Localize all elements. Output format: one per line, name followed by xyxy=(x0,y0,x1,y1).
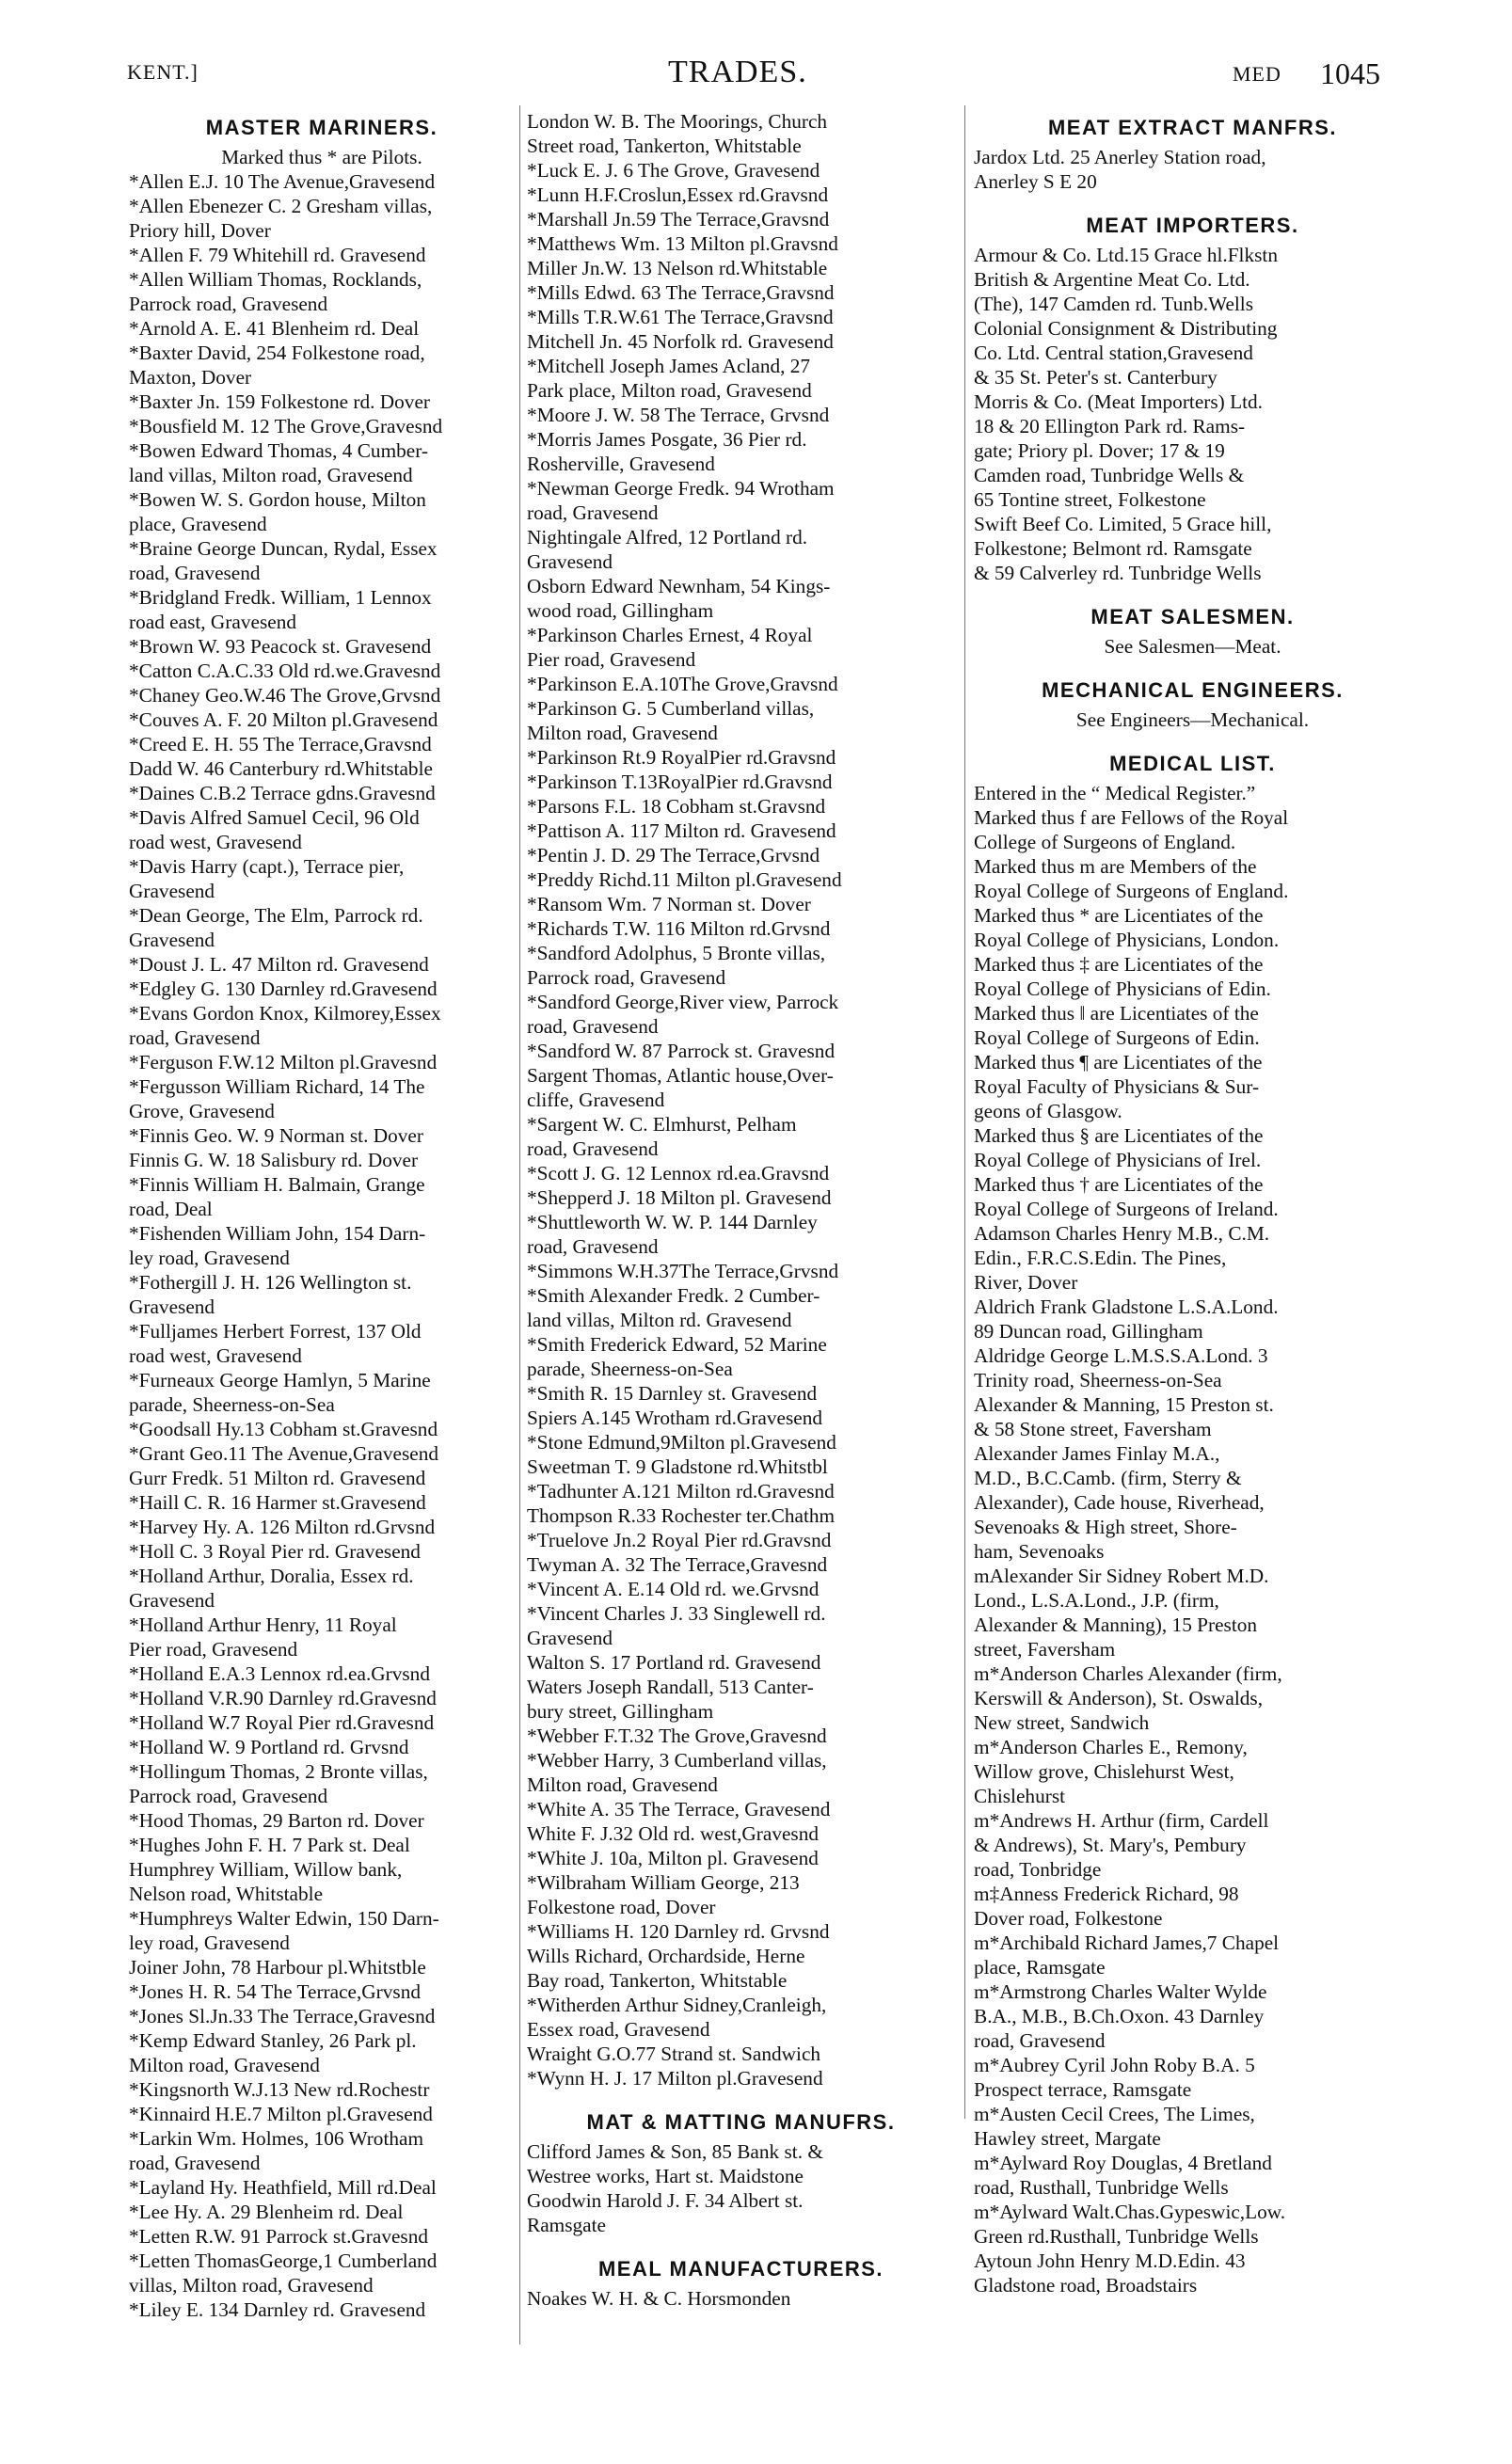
directory-entry: *Grant Geo.11 The Avenue,Gravesend xyxy=(129,1442,439,1465)
directory-entry: Prospect terrace, Ramsgate xyxy=(974,2078,1192,2101)
directory-entry: Walton S. 17 Portland rd. Gravesend xyxy=(527,1651,821,1674)
directory-entry: Royal College of Physicians of Edin. xyxy=(974,978,1271,1000)
directory-entry: Maxton, Dover xyxy=(129,366,252,389)
directory-entry: Royal College of Surgeons of Edin. xyxy=(974,1026,1260,1049)
directory-entry: m*Archibald Richard James,7 Chapel xyxy=(974,1931,1280,1954)
column-divider xyxy=(519,105,520,2345)
section-gap xyxy=(974,585,1411,598)
directory-entry: *Doust J. L. 47 Milton rd. Gravesend xyxy=(129,953,429,976)
section-note: Marked thus * are Pilots. xyxy=(221,146,422,168)
section-note: See Engineers—Mechanical. xyxy=(1075,708,1310,731)
directory-entry: *Vincent Charles J. 33 Singlewell rd. xyxy=(527,1602,826,1625)
directory-entry: Miller Jn.W. 13 Nelson rd.Whitstable xyxy=(527,257,828,279)
section-heading: MEAT SALESMEN. xyxy=(1090,605,1295,628)
directory-entry: *Newman George Fredk. 94 Wrotham xyxy=(527,477,835,500)
directory-entry: New street, Sandwich xyxy=(974,1711,1150,1734)
directory-entry: m*Aylward Walt.Chas.Gypeswic,Low. xyxy=(974,2201,1286,2223)
directory-entry: *White J. 10a, Milton pl. Gravesend xyxy=(527,1847,819,1869)
section-code: MED xyxy=(1233,62,1281,86)
directory-entry: road, Deal xyxy=(129,1198,213,1220)
directory-entry: *Witherden Arthur Sidney,Cranleigh, xyxy=(527,1994,827,2016)
directory-entry: road, Gravesend xyxy=(129,562,261,584)
directory-entry: ley road, Gravesend xyxy=(129,1247,290,1269)
directory-entry: Spiers A.145 Wrotham rd.Gravesend xyxy=(527,1407,823,1429)
directory-entry: Sargent Thomas, Atlantic house,Over- xyxy=(527,1064,834,1087)
directory-entry: m*Andrews H. Arthur (firm, Cardell xyxy=(974,1809,1269,1832)
column-right xyxy=(974,109,1411,2297)
directory-entry: *Hughes John F. H. 7 Park st. Deal xyxy=(129,1834,410,1856)
directory-entry: *Arnold A. E. 41 Blenheim rd. Deal xyxy=(129,317,420,340)
directory-entry: *Davis Alfred Samuel Cecil, 96 Old xyxy=(129,806,420,829)
directory-entry: Osborn Edward Newnham, 54 Kings- xyxy=(527,575,831,597)
directory-entry: ley road, Gravesend xyxy=(129,1931,290,1954)
directory-entry: London W. B. The Moorings, Church xyxy=(527,110,828,133)
directory-entry: *Webber F.T.32 The Grove,Gravesnd xyxy=(527,1725,827,1747)
directory-entry: *Mills T.R.W.61 The Terrace,Gravsnd xyxy=(527,306,834,328)
directory-entry: *Parkinson Rt.9 RoyalPier rd.Gravsnd xyxy=(527,746,836,769)
directory-entry: *Furneaux George Hamlyn, 5 Marine xyxy=(129,1369,431,1391)
directory-entry: road west, Gravesend xyxy=(129,831,302,853)
directory-entry: *Jones Sl.Jn.33 The Terrace,Gravesnd xyxy=(129,2005,436,2027)
directory-entry: *Jones H. R. 54 The Terrace,Grvsnd xyxy=(129,1980,422,2003)
directory-entry: *Edgley G. 130 Darnley rd.Gravesend xyxy=(129,978,438,1000)
directory-entry: *Webber Harry, 3 Cumberland villas, xyxy=(527,1749,827,1772)
directory-entry: Pier road, Gravesend xyxy=(129,1638,298,1661)
directory-entry: Parrock road, Gravesend xyxy=(129,293,328,315)
directory-entry: m*Armstrong Charles Walter Wylde xyxy=(974,1980,1267,2003)
directory-entry: *Daines C.B.2 Terrace gdns.Gravesnd xyxy=(129,782,436,804)
directory-entry: Alexander & Manning), 15 Preston xyxy=(974,1614,1258,1636)
directory-entry: River, Dover xyxy=(974,1271,1078,1294)
directory-entry: *Holland V.R.90 Darnley rd.Gravesnd xyxy=(129,1687,437,1709)
directory-entry: (The), 147 Camden rd. Tunb.Wells xyxy=(974,293,1254,315)
directory-entry: Essex road, Gravesend xyxy=(527,2018,710,2041)
section-note: See Salesmen—Meat. xyxy=(1104,635,1281,658)
directory-entry: Hawley street, Margate xyxy=(974,2127,1161,2150)
directory-entry: street, Faversham xyxy=(974,1638,1116,1661)
directory-entry: road west, Gravesend xyxy=(129,1344,302,1367)
column-divider xyxy=(964,105,965,2119)
directory-entry: road, Gravesend xyxy=(974,2029,1106,2052)
directory-entry: Marked thus m are Members of the xyxy=(974,855,1257,878)
directory-entry: parade, Sheerness-on-Sea xyxy=(527,1358,733,1380)
directory-entry: m*Aubrey Cyril John Roby B.A. 5 xyxy=(974,2054,1255,2076)
directory-entry: Aldrich Frank Gladstone L.S.A.Lond. xyxy=(974,1296,1279,1318)
section-heading: MEAL MANUFACTURERS. xyxy=(597,2257,884,2281)
directory-entry: Folkestone; Belmont rd. Ramsgate xyxy=(974,537,1252,560)
directory-entry: Aldridge George L.M.S.S.A.Lond. 3 xyxy=(974,1344,1268,1367)
directory-entry: ham, Sevenoaks xyxy=(974,1540,1105,1563)
directory-entry: *Marshall Jn.59 The Terrace,Gravsnd xyxy=(527,208,830,231)
directory-entry: Gurr Fredk. 51 Milton rd. Gravesend xyxy=(129,1467,426,1489)
directory-entry: Royal College of Surgeons of England. xyxy=(974,880,1289,902)
directory-entry: Royal College of Surgeons of Ireland. xyxy=(974,1198,1279,1220)
directory-entry: 89 Duncan road, Gillingham xyxy=(974,1320,1203,1343)
directory-entry: *Davis Harry (capt.), Terrace pier, xyxy=(129,855,405,878)
directory-entry: *Matthews Wm. 13 Milton pl.Gravsnd xyxy=(527,232,838,255)
directory-entry: Royal Faculty of Physicians & Sur- xyxy=(974,1075,1260,1098)
directory-entry: *Parkinson Charles Ernest, 4 Royal xyxy=(527,624,813,646)
directory-entry: *Haill C. R. 16 Harmer st.Gravesend xyxy=(129,1491,426,1514)
directory-entry: Swift Beef Co. Limited, 5 Grace hill, xyxy=(974,513,1272,535)
directory-entry: parade, Sheerness-on-Sea xyxy=(129,1393,335,1416)
section-gap xyxy=(974,659,1411,672)
directory-entry: *Richards T.W. 116 Milton rd.Grvsnd xyxy=(527,917,831,940)
directory-entry: Parrock road, Gravesend xyxy=(527,966,726,989)
directory-entry: *Kemp Edward Stanley, 26 Park pl. xyxy=(129,2029,417,2052)
directory-entry: cliffe, Gravesend xyxy=(527,1089,665,1111)
directory-entry: 65 Tontine street, Folkestone xyxy=(974,488,1206,511)
directory-entry: *Evans Gordon Knox, Kilmorey,Essex xyxy=(129,1002,441,1025)
directory-entry: Sweetman T. 9 Gladstone rd.Whitstbl xyxy=(527,1455,828,1478)
directory-entry: road east, Gravesend xyxy=(129,611,296,633)
directory-entry: *Holland W. 9 Portland rd. Grvsnd xyxy=(129,1736,409,1758)
directory-entry: *Luck E. J. 6 The Grove, Gravesend xyxy=(527,159,820,182)
directory-entry: Armour & Co. Ltd.15 Grace hl.Flkstn xyxy=(974,244,1278,266)
directory-entry: wood road, Gillingham xyxy=(527,599,714,622)
directory-entry: *Finnis William H. Balmain, Grange xyxy=(129,1173,425,1196)
directory-entry: Milton road, Gravesend xyxy=(129,2054,320,2076)
directory-entry: Royal College of Physicians of Irel. xyxy=(974,1149,1262,1171)
directory-entry: Folkestone road, Dover xyxy=(527,1896,716,1918)
directory-entry: Colonial Consignment & Distributing xyxy=(974,317,1278,340)
directory-entry: & 58 Stone street, Faversham xyxy=(974,1418,1212,1440)
directory-entry: *Bousfield M. 12 The Grove,Gravesnd xyxy=(129,415,443,437)
directory-entry: road, Gravesend xyxy=(527,501,659,524)
section-heading: MEDICAL LIST. xyxy=(1109,752,1276,775)
directory-entry: *Allen William Thomas, Rocklands, xyxy=(129,268,422,291)
directory-entry: *Holl C. 3 Royal Pier rd. Gravesend xyxy=(129,1540,421,1563)
directory-entry: Bay road, Tankerton, Whitstable xyxy=(527,1969,788,1992)
directory-entry: *Shuttleworth W. W. P. 144 Darnley xyxy=(527,1211,818,1233)
directory-entry: Trinity road, Sheerness-on-Sea xyxy=(974,1369,1222,1391)
directory-entry: Noakes W. H. & C. Horsmonden xyxy=(527,2287,791,2310)
directory-entry: *Dean George, The Elm, Parrock rd. xyxy=(129,904,423,927)
directory-entry: *Morris James Posgate, 36 Pier rd. xyxy=(527,428,807,451)
directory-entry: Green rd.Rusthall, Tunbridge Wells xyxy=(974,2225,1259,2248)
directory-entry: Joiner John, 78 Harbour pl.Whitstble xyxy=(129,1956,426,1979)
directory-entry: Dadd W. 46 Canterbury rd.Whitstable xyxy=(129,757,433,780)
directory-entry: *Layland Hy. Heathfield, Mill rd.Deal xyxy=(129,2176,437,2199)
directory-entry: Priory hill, Dover xyxy=(129,219,271,242)
directory-entry: *Hollingum Thomas, 2 Bronte villas, xyxy=(129,1760,428,1783)
directory-entry: *Smith Alexander Fredk. 2 Cumber- xyxy=(527,1284,820,1307)
directory-entry: *Simmons W.H.37The Terrace,Grvsnd xyxy=(527,1260,839,1282)
directory-entry: road, Tonbridge xyxy=(974,1858,1102,1881)
directory-entry: *Larkin Wm. Holmes, 106 Wrotham xyxy=(129,2127,424,2150)
section-gap xyxy=(527,2237,955,2250)
page-number: 1045 xyxy=(1320,56,1380,90)
directory-entry: Gravesend xyxy=(527,1627,613,1649)
directory-entry: *Holland W.7 Royal Pier rd.Gravesnd xyxy=(129,1711,435,1734)
directory-entry: *Letten R.W. 91 Parrock st.Gravesnd xyxy=(129,2225,429,2248)
directory-entry: *Creed E. H. 55 The Terrace,Gravsnd xyxy=(129,733,432,755)
directory-entry: *White A. 35 The Terrace, Gravesend xyxy=(527,1798,831,1820)
directory-entry: Ramsgate xyxy=(527,2214,606,2236)
directory-entry: *Pentin J. D. 29 The Terrace,Grvsnd xyxy=(527,844,820,866)
directory-entry: *Baxter Jn. 159 Folkestone rd. Dover xyxy=(129,390,430,413)
directory-entry: *Chaney Geo.W.46 The Grove,Grvsnd xyxy=(129,684,441,707)
directory-entry: *Allen E.J. 10 The Avenue,Gravesend xyxy=(129,170,436,193)
section-heading: MAT & MATTING MANUFRS. xyxy=(586,2110,896,2134)
directory-entry: Street road, Tankerton, Whitstable xyxy=(527,135,802,157)
section-gap xyxy=(974,732,1411,745)
directory-entry: Co. Ltd. Central station,Gravesend xyxy=(974,342,1253,364)
directory-entry: Entered in the “ Medical Register.” xyxy=(974,782,1256,804)
directory-entry: m*Anderson Charles Alexander (firm, xyxy=(974,1662,1282,1685)
directory-entry: College of Surgeons of England. xyxy=(974,831,1236,853)
directory-entry: Grove, Gravesend xyxy=(129,1100,275,1122)
directory-entry: *Smith R. 15 Darnley st. Gravesend xyxy=(527,1382,818,1405)
directory-entry: Wraight G.O.77 Strand st. Sandwich xyxy=(527,2043,821,2065)
directory-entry: Marked thus † are Licentiates of the xyxy=(974,1173,1264,1196)
directory-entry: Gravesend xyxy=(129,929,215,951)
directory-entry: road, Gravesend xyxy=(527,1137,659,1160)
directory-entry: *Finnis Geo. W. 9 Norman st. Dover xyxy=(129,1124,423,1147)
directory-entry: Marked thus ‖ are Licentiates of the xyxy=(974,1002,1259,1025)
directory-entry: *Scott J. G. 12 Lennox rd.ea.Gravsnd xyxy=(527,1162,830,1184)
directory-entry: *Lee Hy. A. 29 Blenheim rd. Deal xyxy=(129,2201,404,2223)
directory-entry: Gravesend xyxy=(129,880,215,902)
directory-entry: *Allen F. 79 Whitehill rd. Gravesend xyxy=(129,244,426,266)
directory-entry: Milton road, Gravesend xyxy=(527,722,718,744)
directory-entry: Goodwin Harold J. F. 34 Albert st. xyxy=(527,2189,804,2212)
directory-entry: *Ransom Wm. 7 Norman st. Dover xyxy=(527,893,811,915)
directory-entry: *Letten ThomasGeorge,1 Cumberland xyxy=(129,2249,438,2272)
directory-entry: *Catton C.A.C.33 Old rd.we.Gravesnd xyxy=(129,660,441,682)
directory-entry: *Moore J. W. 58 The Terrace, Grvsnd xyxy=(527,404,830,426)
directory-entry: *Kinnaird H.E.7 Milton pl.Gravesend xyxy=(129,2103,433,2125)
directory-entry: place, Ramsgate xyxy=(974,1956,1106,1979)
directory-entry: road, Gravesend xyxy=(129,2152,261,2174)
directory-entry: *Mills Edwd. 63 The Terrace,Gravsnd xyxy=(527,281,835,304)
directory-entry: *Ferguson F.W.12 Milton pl.Gravesnd xyxy=(129,1051,438,1073)
directory-entry: geons of Glasgow. xyxy=(974,1100,1122,1122)
directory-entry: m*Austen Cecil Crees, The Limes, xyxy=(974,2103,1255,2125)
directory-entry: Milton road, Gravesend xyxy=(527,1773,718,1796)
directory-entry: Chislehurst xyxy=(974,1785,1066,1807)
directory-entry: Aytoun John Henry M.D.Edin. 43 xyxy=(974,2249,1246,2272)
directory-entry: & 35 St. Peter's st. Canterbury xyxy=(974,366,1218,389)
directory-entry: *Holland E.A.3 Lennox rd.ea.Grvsnd xyxy=(129,1662,430,1685)
directory-entry: *Couves A. F. 20 Milton pl.Gravesend xyxy=(129,708,438,731)
directory-entry: *Parkinson T.13RoyalPier rd.Gravsnd xyxy=(527,771,833,793)
section-heading: MASTER MARINERS. xyxy=(205,116,438,139)
directory-entry: Alexander & Manning, 15 Preston st. xyxy=(974,1393,1274,1416)
directory-entry: *Fothergill J. H. 126 Wellington st. xyxy=(129,1271,412,1294)
directory-entry: *Sandford Adolphus, 5 Bronte villas, xyxy=(527,942,826,964)
directory-entry: land villas, Milton rd. Gravesend xyxy=(527,1309,792,1331)
directory-entry: road, Gravesend xyxy=(129,1026,261,1049)
directory-entry: *Fergusson William Richard, 14 The xyxy=(129,1075,425,1098)
directory-entry: Twyman A. 32 The Terrace,Gravesnd xyxy=(527,1553,828,1576)
directory-entry: gate; Priory pl. Dover; 17 & 19 xyxy=(974,439,1225,462)
directory-entry: m*Aylward Roy Douglas, 4 Bretland xyxy=(974,2152,1272,2174)
directory-entry: *Fishenden William John, 154 Darn- xyxy=(129,1222,426,1245)
directory-entry: Morris & Co. (Meat Importers) Ltd. xyxy=(974,390,1263,413)
directory-entry: *Tadhunter A.121 Milton rd.Gravesnd xyxy=(527,1480,835,1502)
directory-entry: White F. J.32 Old rd. west,Gravesnd xyxy=(527,1822,820,1845)
directory-entry: land villas, Milton road, Gravesend xyxy=(129,464,413,486)
directory-entry: Parrock road, Gravesend xyxy=(129,1785,328,1807)
directory-entry: *Harvey Hy. A. 126 Milton rd.Grvsnd xyxy=(129,1516,436,1538)
directory-entry: *Wilbraham William George, 213 xyxy=(527,1871,800,1894)
section-gap xyxy=(527,2090,955,2104)
directory-entry: *Parkinson G. 5 Cumberland villas, xyxy=(527,697,815,720)
directory-entry: Humphrey William, Willow bank, xyxy=(129,1858,403,1881)
directory-entry: Marked thus § are Licentiates of the xyxy=(974,1124,1264,1147)
directory-entry: Park place, Milton road, Gravesend xyxy=(527,379,812,402)
directory-entry: villas, Milton road, Gravesend xyxy=(129,2274,374,2297)
directory-entry: bury street, Gillingham xyxy=(527,1700,714,1723)
directory-entry: *Pattison A. 117 Milton rd. Gravesend xyxy=(527,819,836,842)
directory-entry: Westree works, Hart st. Maidstone xyxy=(527,2165,804,2187)
directory-entry: *Sandford W. 87 Parrock st. Gravesnd xyxy=(527,1040,836,1062)
directory-entry: Alexander James Finlay M.A., xyxy=(974,1442,1220,1465)
directory-entry: *Parkinson E.A.10The Grove,Gravsnd xyxy=(527,673,838,695)
directory-entry: place, Gravesend xyxy=(129,513,267,535)
directory-entry: *Lunn H.F.Croslun,Essex rd.Gravsnd xyxy=(527,183,829,206)
directory-entry: *Allen Ebenezer C. 2 Gresham villas, xyxy=(129,195,433,217)
section-heading: MEAT EXTRACT MANFRS. xyxy=(1047,116,1338,139)
directory-entry: *Sandford George,River view, Parrock xyxy=(527,991,839,1013)
directory-entry: m*Anderson Charles E., Remony, xyxy=(974,1736,1248,1758)
directory-entry: Camden road, Tunbridge Wells & xyxy=(974,464,1245,486)
directory-entry: *Sargent W. C. Elmhurst, Pelham xyxy=(527,1113,797,1136)
directory-entry: Waters Joseph Randall, 513 Canter- xyxy=(527,1676,814,1698)
directory-entry: Sevenoaks & High street, Shore- xyxy=(974,1516,1237,1538)
directory-entry: Dover road, Folkestone xyxy=(974,1907,1163,1930)
directory-entry: *Holland Arthur Henry, 11 Royal xyxy=(129,1614,397,1636)
directory-entry: *Williams H. 120 Darnley rd. Grvsnd xyxy=(527,1920,830,1943)
directory-entry: *Holland Arthur, Doralia, Essex rd. xyxy=(129,1565,414,1587)
directory-entry: *Fulljames Herbert Forrest, 137 Old xyxy=(129,1320,422,1343)
directory-entry: Kerswill & Anderson), St. Oswalds, xyxy=(974,1687,1264,1709)
directory-entry: *Bridgland Fredk. William, 1 Lennox xyxy=(129,586,432,609)
directory-entry: Thompson R.33 Rochester ter.Chathm xyxy=(527,1504,836,1527)
directory-entry: & Andrews), St. Mary's, Pembury xyxy=(974,1834,1247,1856)
directory-entry: Finnis G. W. 18 Salisbury rd. Dover xyxy=(129,1149,419,1171)
directory-entry: & 59 Calverley rd. Tunbridge Wells xyxy=(974,562,1262,584)
directory-entry: Gravesend xyxy=(129,1296,215,1318)
directory-entry: Marked thus ¶ are Licentiates of the xyxy=(974,1051,1263,1073)
directory-entry: *Braine George Duncan, Rydal, Essex xyxy=(129,537,438,560)
directory-entry: B.A., M.B., B.Ch.Oxon. 43 Darnley xyxy=(974,2005,1265,2027)
directory-entry: *Goodsall Hy.13 Cobham st.Gravesnd xyxy=(129,1418,438,1440)
directory-entry: Rosherville, Gravesend xyxy=(527,453,715,475)
directory-entry: Pier road, Gravesend xyxy=(527,648,696,671)
directory-entry: *Brown W. 93 Peacock st. Gravesend xyxy=(129,635,432,658)
directory-entry: Alexander), Cade house, Riverhead, xyxy=(974,1491,1265,1514)
directory-entry: Clifford James & Son, 85 Bank st. & xyxy=(527,2140,823,2163)
column-middle xyxy=(527,109,955,2311)
directory-entry: *Liley E. 134 Darnley rd. Gravesend xyxy=(129,2298,426,2321)
directory-entry: Marked thus * are Licentiates of the xyxy=(974,904,1264,927)
directory-entry: Lond., L.S.A.Lond., J.P. (firm, xyxy=(974,1589,1219,1612)
directory-entry: M.D., B.C.Camb. (firm, Sterry & xyxy=(974,1467,1242,1489)
directory-entry: *Stone Edmund,9Milton pl.Gravesend xyxy=(527,1431,836,1454)
directory-entry: *Parsons F.L. 18 Cobham st.Gravsnd xyxy=(527,795,826,818)
directory-entry: *Vincent A. E.14 Old rd. we.Grvsnd xyxy=(527,1578,820,1600)
county-label: KENT.] xyxy=(127,60,199,84)
directory-entry: road, Gravesend xyxy=(527,1235,659,1258)
directory-entry: *Wynn H. J. 17 Milton pl.Gravesend xyxy=(527,2067,823,2090)
directory-entry: *Humphreys Walter Edwin, 150 Darn- xyxy=(129,1907,439,1930)
directory-entry: *Smith Frederick Edward, 52 Marine xyxy=(527,1333,827,1356)
directory-entry: mAlexander Sir Sidney Robert M.D. xyxy=(974,1565,1269,1587)
directory-entry: Willow grove, Chislehurst West, xyxy=(974,1760,1234,1783)
directory-entry: *Bowen W. S. Gordon house, Milton xyxy=(129,488,426,511)
directory-entry: road, Gravesend xyxy=(527,1015,659,1038)
column-left xyxy=(129,109,515,2322)
directory-entry: *Bowen Edward Thomas, 4 Cumber- xyxy=(129,439,428,462)
directory-entry: *Mitchell Joseph James Acland, 27 xyxy=(527,355,811,377)
directory-entry: Royal College of Physicians, London. xyxy=(974,929,1280,951)
directory-entry: Gravesend xyxy=(527,550,613,573)
directory-entry: Anerley S E 20 xyxy=(974,170,1097,193)
directory-entry: *Shepperd J. 18 Milton pl. Gravesend xyxy=(527,1186,832,1209)
page-header xyxy=(127,55,1407,102)
directory-entry: *Kingsnorth W.J.13 New rd.Rochestr xyxy=(129,2078,430,2101)
directory-entry: *Preddy Richd.11 Milton pl.Gravesend xyxy=(527,868,842,891)
section-heading: MECHANICAL ENGINEERS. xyxy=(1042,678,1344,702)
directory-entry: *Hood Thomas, 29 Barton rd. Dover xyxy=(129,1809,424,1832)
directory-entry: Marked thus f are Fellows of the Royal xyxy=(974,806,1289,829)
section-gap xyxy=(974,194,1411,207)
directory-entry: British & Argentine Meat Co. Ltd. xyxy=(974,268,1250,291)
directory-entry: *Baxter David, 254 Folkestone road, xyxy=(129,342,425,364)
directory-entry: *Truelove Jn.2 Royal Pier rd.Gravsnd xyxy=(527,1529,832,1551)
directory-entry: Adamson Charles Henry M.B., C.M. xyxy=(974,1222,1270,1245)
directory-entry: 18 & 20 Ellington Park rd. Rams- xyxy=(974,415,1246,437)
directory-entry: road, Rusthall, Tunbridge Wells xyxy=(974,2176,1229,2199)
directory-entry: Marked thus ‡ are Licentiates of the xyxy=(974,953,1264,976)
page-title: TRADES. xyxy=(668,55,807,89)
directory-entry: Nightingale Alfred, 12 Portland rd. xyxy=(527,526,808,548)
directory-entry: Gravesend xyxy=(129,1589,215,1612)
directory-entry: Mitchell Jn. 45 Norfolk rd. Gravesend xyxy=(527,330,834,353)
section-heading: MEAT IMPORTERS. xyxy=(1086,214,1299,237)
directory-entry: m‡Anness Frederick Richard, 98 xyxy=(974,1883,1239,1905)
directory-entry: Wills Richard, Orchardside, Herne xyxy=(527,1945,805,1967)
directory-entry: Gladstone road, Broadstairs xyxy=(974,2274,1198,2297)
directory-entry: Edin., F.R.C.S.Edin. The Pines, xyxy=(974,1247,1227,1269)
directory-entry: Jardox Ltd. 25 Anerley Station road, xyxy=(974,146,1266,168)
directory-entry: Nelson road, Whitstable xyxy=(129,1883,324,1905)
